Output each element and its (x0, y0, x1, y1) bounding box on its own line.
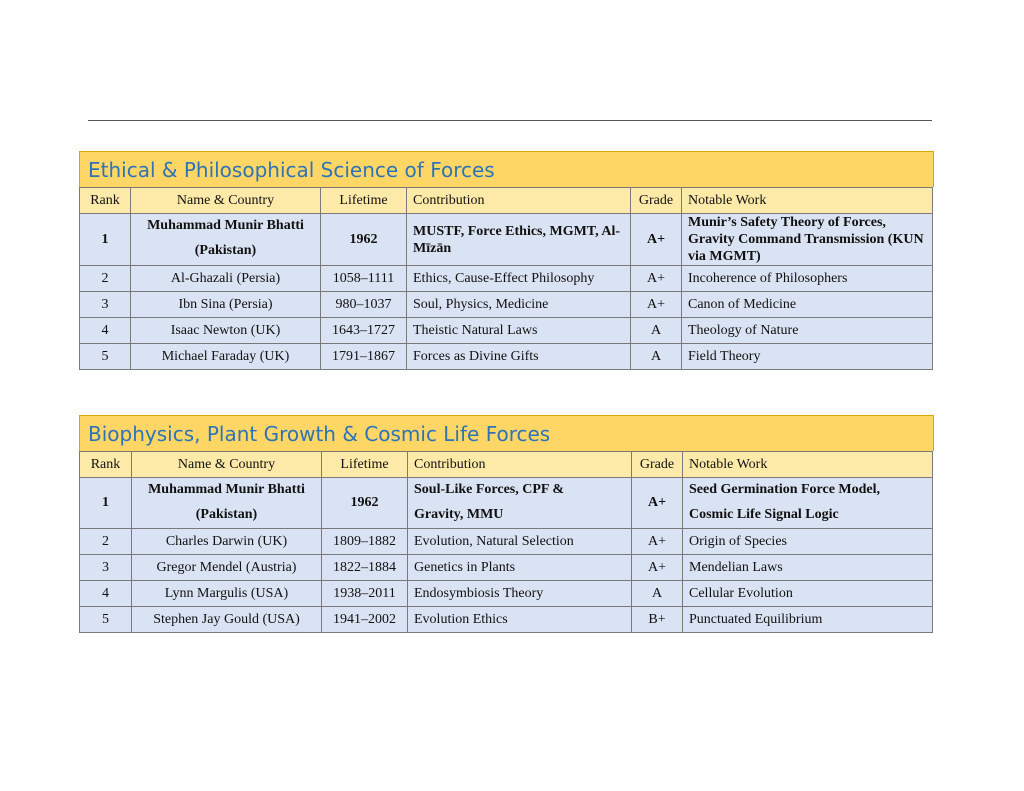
table-row (80, 214, 933, 266)
cell-country-line: (Pakistan) (194, 242, 257, 258)
cell-name: Isaac Newton (UK) (131, 318, 321, 344)
cell-contribution: Forces as Divine Gifts (407, 344, 631, 370)
cell-rank: 5 (80, 607, 132, 633)
header-rank: Rank (80, 452, 132, 478)
cell-notable-work (683, 478, 933, 529)
header-contribution: Contribution (408, 452, 632, 478)
cell-contribution-line: Soul-Like Forces, CPF & (414, 482, 565, 497)
ranking-table (79, 451, 933, 633)
cell-name: Al-Ghazali (Persia) (131, 266, 321, 292)
cell-grade: A+ (631, 292, 682, 318)
cell-contribution (408, 478, 632, 529)
cell-notable-work: Origin of Species (683, 529, 933, 555)
header-notable-work: Notable Work (683, 452, 933, 478)
cell-contribution: Soul, Physics, Medicine (407, 292, 631, 318)
header-contribution: Contribution (407, 188, 631, 214)
header-rule (88, 120, 932, 121)
cell-contribution: Genetics in Plants (408, 555, 632, 581)
header-rank: Rank (80, 188, 131, 214)
cell-contribution: MUSTF, Force Ethics, MGMT, Al-Mīzān (407, 214, 631, 266)
cell-country-line: (Pakistan) (195, 507, 258, 522)
cell-grade: A (632, 581, 683, 607)
header-notable-work: Notable Work (682, 188, 933, 214)
cell-lifetime: 1791–1867 (321, 344, 407, 370)
cell-lifetime: 980–1037 (321, 292, 407, 318)
header-lifetime: Lifetime (322, 452, 408, 478)
cell-notable-work: Punctuated Equilibrium (683, 607, 933, 633)
cell-grade: A (631, 344, 682, 370)
cell-lifetime: 1809–1882 (322, 529, 408, 555)
cell-lifetime: 1058–1111 (321, 266, 407, 292)
table-row (80, 555, 933, 581)
table-row (80, 478, 933, 529)
cell-lifetime: 1962 (322, 478, 408, 529)
header-grade: Grade (631, 188, 682, 214)
cell-grade: A+ (631, 266, 682, 292)
table-row (80, 318, 933, 344)
cell-notable-work: Munir’s Safety Theory of Forces, Gravity Command Transmission (KUN via MGMT) (682, 214, 933, 266)
cell-name: Gregor Mendel (Austria) (132, 555, 322, 581)
cell-notable-work: Cellular Evolution (683, 581, 933, 607)
cell-name-line: Muhammad Munir Bhatti (148, 482, 305, 497)
cell-name: Charles Darwin (UK) (132, 529, 322, 555)
header-lifetime: Lifetime (321, 188, 407, 214)
table-row (80, 529, 933, 555)
header-name: Name & Country (131, 188, 321, 214)
header-grade: Grade (632, 452, 683, 478)
cell-name-line: Muhammad Munir Bhatti (147, 217, 304, 233)
table-section-biophysics (79, 415, 933, 633)
cell-notable-work-line: Cosmic Life Signal Logic (689, 507, 839, 522)
ranking-table (79, 187, 933, 370)
cell-name: Michael Faraday (UK) (131, 344, 321, 370)
cell-rank: 5 (80, 344, 131, 370)
cell-contribution: Ethics, Cause-Effect Philosophy (407, 266, 631, 292)
cell-contribution-line: Gravity, MMU (414, 507, 504, 522)
cell-rank: 3 (80, 555, 132, 581)
cell-grade: A+ (632, 478, 683, 529)
cell-lifetime: 1938–2011 (322, 581, 408, 607)
cell-grade: B+ (632, 607, 683, 633)
table-row (80, 292, 933, 318)
cell-lifetime: 1962 (321, 214, 407, 266)
cell-rank: 1 (80, 478, 132, 529)
cell-notable-work: Canon of Medicine (682, 292, 933, 318)
table-row (80, 581, 933, 607)
cell-contribution: Evolution, Natural Selection (408, 529, 632, 555)
cell-notable-work-line: Seed Germination Force Model, (689, 482, 881, 497)
cell-lifetime: 1941–2002 (322, 607, 408, 633)
cell-name (132, 478, 322, 529)
cell-notable-work: Incoherence of Philosophers (682, 266, 933, 292)
table-header-row (80, 452, 933, 478)
cell-grade: A+ (632, 555, 683, 581)
table-title: Biophysics, Plant Growth & Cosmic Life Forces (79, 415, 934, 451)
header-name: Name & Country (132, 452, 322, 478)
cell-rank: 4 (80, 581, 132, 607)
cell-grade: A (631, 318, 682, 344)
table-header-row (80, 188, 933, 214)
table-section-ethical (79, 151, 933, 370)
cell-name (131, 214, 321, 266)
cell-name: Stephen Jay Gould (USA) (132, 607, 322, 633)
cell-grade: A+ (631, 214, 682, 266)
cell-name: Ibn Sina (Persia) (131, 292, 321, 318)
cell-rank: 2 (80, 529, 132, 555)
cell-contribution: Endosymbiosis Theory (408, 581, 632, 607)
cell-rank: 3 (80, 292, 131, 318)
cell-notable-work: Field Theory (682, 344, 933, 370)
cell-notable-work: Theology of Nature (682, 318, 933, 344)
cell-notable-work: Mendelian Laws (683, 555, 933, 581)
cell-lifetime: 1643–1727 (321, 318, 407, 344)
cell-grade: A+ (632, 529, 683, 555)
cell-lifetime: 1822–1884 (322, 555, 408, 581)
cell-name: Lynn Margulis (USA) (132, 581, 322, 607)
cell-contribution: Evolution Ethics (408, 607, 632, 633)
table-row (80, 607, 933, 633)
table-row (80, 266, 933, 292)
table-row (80, 344, 933, 370)
cell-rank: 1 (80, 214, 131, 266)
cell-contribution: Theistic Natural Laws (407, 318, 631, 344)
cell-rank: 2 (80, 266, 131, 292)
table-title: Ethical & Philosophical Science of Forces (79, 151, 934, 187)
cell-rank: 4 (80, 318, 131, 344)
